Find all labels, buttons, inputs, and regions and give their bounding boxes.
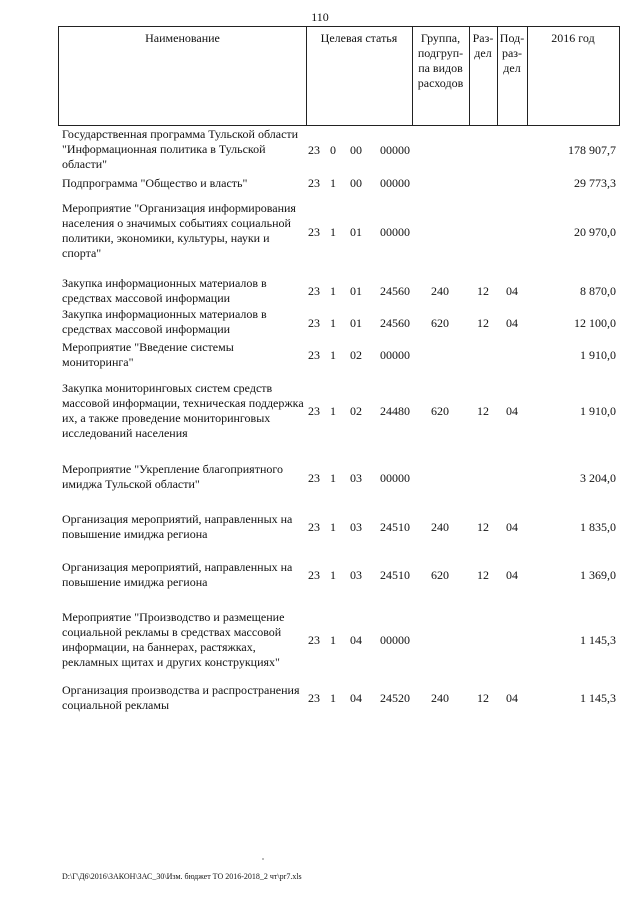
row-section: 12 bbox=[477, 520, 489, 534]
row-amount: 20 970,0 bbox=[574, 225, 616, 239]
row-subsection: 04 bbox=[506, 404, 518, 418]
row-code-program: 23 bbox=[308, 284, 320, 298]
row-code-program: 23 bbox=[308, 225, 320, 239]
row-code-program: 23 bbox=[308, 568, 320, 582]
row-group: 620 bbox=[431, 316, 449, 330]
row-group: 240 bbox=[431, 691, 449, 705]
header-target: Целевая статья bbox=[320, 31, 398, 45]
row-code-direction: 24480 bbox=[380, 404, 410, 418]
row-name: Организация мероприятий, направленных на повышение имиджа региона bbox=[62, 512, 293, 541]
row-code-event: 02 bbox=[350, 348, 362, 362]
row-code-subprogram: 0 bbox=[330, 143, 336, 157]
row-code-direction: 00000 bbox=[380, 633, 410, 647]
row-group: 620 bbox=[431, 404, 449, 418]
row-code-program: 23 bbox=[308, 471, 320, 485]
row-code-event: 03 bbox=[350, 471, 362, 485]
row-amount: 1 835,0 bbox=[580, 520, 616, 534]
header-year: 2016 год bbox=[551, 31, 595, 45]
row-name: Закупка информационных материалов в средствах массовой информации bbox=[62, 276, 267, 305]
row-amount: 1 910,0 bbox=[580, 348, 616, 362]
row-name: Мероприятие "Укрепление благоприятного имиджа Тульской области" bbox=[62, 462, 283, 491]
row-code-program: 23 bbox=[308, 348, 320, 362]
row-group: 240 bbox=[431, 520, 449, 534]
row-amount: 1 910,0 bbox=[580, 404, 616, 418]
row-code-program: 23 bbox=[308, 633, 320, 647]
row-name: Мероприятие "Производство и размещение социальной рекламы в средствах массовой информации, на баннерах, растяжках, рекламных щитах и других конструкциях" bbox=[62, 610, 285, 669]
row-group: 240 bbox=[431, 284, 449, 298]
scan-speck bbox=[262, 858, 264, 860]
header-subsection bbox=[497, 31, 527, 76]
row-amount: 1 145,3 bbox=[580, 633, 616, 647]
row-section: 12 bbox=[477, 691, 489, 705]
row-code-direction: 00000 bbox=[380, 176, 410, 190]
page-number: 110 bbox=[311, 10, 329, 24]
row-code-direction: 00000 bbox=[380, 225, 410, 239]
row-section: 12 bbox=[477, 284, 489, 298]
row-code-event: 01 bbox=[350, 316, 362, 330]
row-code-direction: 00000 bbox=[380, 471, 410, 485]
row-code-event: 01 bbox=[350, 284, 362, 298]
row-code-subprogram: 1 bbox=[330, 520, 336, 534]
row-code-event: 04 bbox=[350, 633, 362, 647]
header-group-line: па видов bbox=[418, 61, 463, 75]
row-code-program: 23 bbox=[308, 176, 320, 190]
header-group-line: Группа, bbox=[420, 31, 461, 45]
table-header bbox=[58, 26, 620, 126]
row-name: Организация производства и распространения социальной рекламы bbox=[62, 683, 300, 712]
row-code-program: 23 bbox=[308, 520, 320, 534]
header-group-line: расходов bbox=[417, 76, 464, 90]
row-name: Мероприятие "Введение системы мониторинга" bbox=[62, 340, 234, 369]
row-code-event: 00 bbox=[350, 176, 362, 190]
row-subsection: 04 bbox=[506, 568, 518, 582]
row-code-event: 03 bbox=[350, 568, 362, 582]
row-amount: 178 907,7 bbox=[568, 143, 616, 157]
row-code-subprogram: 1 bbox=[330, 316, 336, 330]
row-code-direction: 24560 bbox=[380, 316, 410, 330]
row-section: 12 bbox=[477, 568, 489, 582]
row-code-event: 02 bbox=[350, 404, 362, 418]
row-subsection: 04 bbox=[506, 316, 518, 330]
row-subsection: 04 bbox=[506, 691, 518, 705]
header-name: Наименование bbox=[145, 31, 220, 45]
row-code-program: 23 bbox=[308, 691, 320, 705]
row-amount: 1 145,3 bbox=[580, 691, 616, 705]
row-code-subprogram: 1 bbox=[330, 404, 336, 418]
row-amount: 12 100,0 bbox=[574, 316, 616, 330]
row-code-subprogram: 1 bbox=[330, 633, 336, 647]
row-subsection: 04 bbox=[506, 520, 518, 534]
row-code-program: 23 bbox=[308, 404, 320, 418]
row-amount: 29 773,3 bbox=[574, 176, 616, 190]
header-section bbox=[469, 31, 497, 61]
row-amount: 3 204,0 bbox=[580, 471, 616, 485]
row-code-event: 00 bbox=[350, 143, 362, 157]
row-code-direction: 24510 bbox=[380, 520, 410, 534]
header-group bbox=[412, 31, 469, 91]
row-code-subprogram: 1 bbox=[330, 471, 336, 485]
row-code-subprogram: 1 bbox=[330, 691, 336, 705]
row-code-direction: 00000 bbox=[380, 143, 410, 157]
row-code-subprogram: 1 bbox=[330, 176, 336, 190]
row-code-direction: 00000 bbox=[380, 348, 410, 362]
row-code-direction: 24520 bbox=[380, 691, 410, 705]
row-code-event: 03 bbox=[350, 520, 362, 534]
row-code-subprogram: 1 bbox=[330, 284, 336, 298]
row-group: 620 bbox=[431, 568, 449, 582]
row-amount: 1 369,0 bbox=[580, 568, 616, 582]
header-section-line: дел bbox=[474, 46, 492, 60]
row-name: Государственная программа Тульской области "Информационная политика в Тульской области" bbox=[62, 127, 299, 171]
row-name: Закупка информационных материалов в средствах массовой информации bbox=[62, 307, 267, 336]
header-subsection-line: Под- bbox=[499, 31, 525, 45]
row-name: Мероприятие "Организация информирования населения о значимых событиях социальной политики, экономики, культуры, науки и спорта" bbox=[62, 201, 296, 260]
row-name: Подпрограмма "Общество и власть" bbox=[62, 176, 248, 190]
row-code-subprogram: 1 bbox=[330, 568, 336, 582]
header-subsection-line: раз- bbox=[501, 46, 523, 60]
row-code-subprogram: 1 bbox=[330, 348, 336, 362]
row-code-subprogram: 1 bbox=[330, 225, 336, 239]
row-section: 12 bbox=[477, 404, 489, 418]
row-amount: 8 870,0 bbox=[580, 284, 616, 298]
row-code-program: 23 bbox=[308, 316, 320, 330]
row-code-program: 23 bbox=[308, 143, 320, 157]
row-name: Закупка мониторинговых систем средств массовой информации, техническая поддержка их, а также проведение мониторинговых исследований населения bbox=[62, 381, 304, 440]
row-name: Организация мероприятий, направленных на повышение имиджа региона bbox=[62, 560, 293, 589]
header-section-line: Раз- bbox=[472, 31, 494, 45]
file-path-footer: D:\Г\Д6\2016\ЗАКОН\ЗАС_30\Изм. бюджет ТО 2016-2018_2 чт\pr7.xls bbox=[62, 872, 302, 881]
row-code-event: 01 bbox=[350, 225, 362, 239]
row-subsection: 04 bbox=[506, 284, 518, 298]
header-group-line: подгруп- bbox=[417, 46, 464, 60]
row-code-event: 04 bbox=[350, 691, 362, 705]
row-code-direction: 24510 bbox=[380, 568, 410, 582]
header-subsection-line: дел bbox=[503, 61, 521, 75]
row-section: 12 bbox=[477, 316, 489, 330]
row-code-direction: 24560 bbox=[380, 284, 410, 298]
